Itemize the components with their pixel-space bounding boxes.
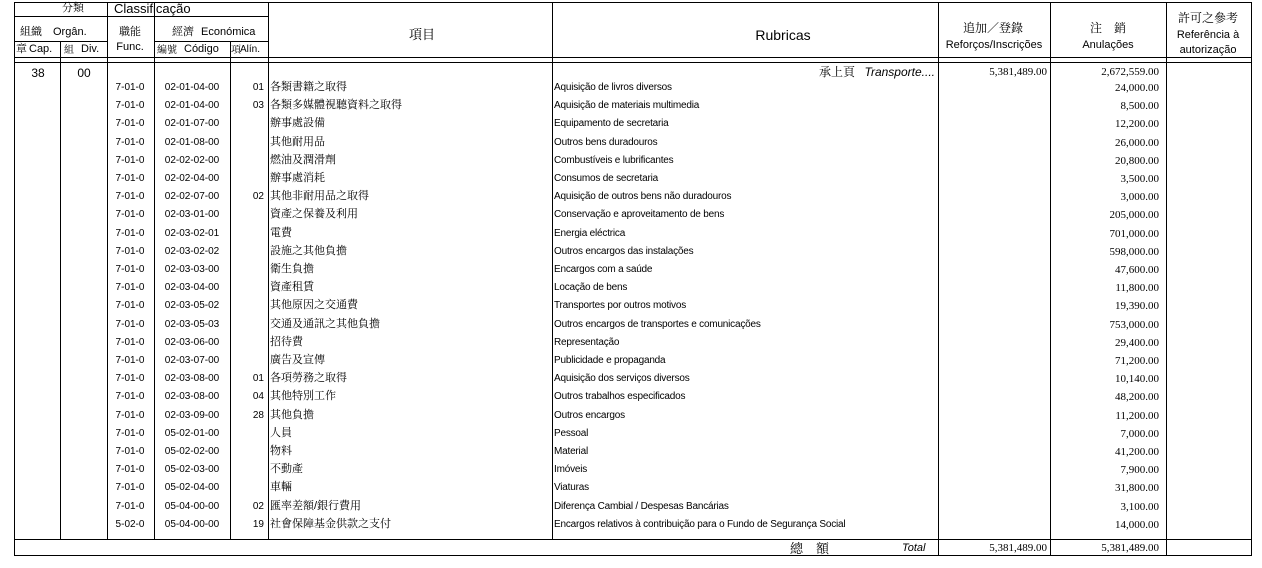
total-label-zh: 總 額 (790, 541, 830, 556)
item-zh: 辦事處設備 (270, 117, 325, 130)
rubric-pt: Equipamento de secretaria (554, 118, 669, 130)
annulment-zh: 注 銷 (1089, 21, 1127, 35)
function-code: 7-01-0 (115, 391, 145, 403)
classification-zh: 分類 (62, 2, 84, 14)
economic-code: 05-02-02-00 (164, 446, 220, 457)
total-label-pt: Total (902, 542, 926, 554)
function-code: 7-01-0 (115, 264, 145, 275)
row-annulment: 7,900.00 (1120, 464, 1159, 477)
row-annulment: 29,400.00 (1115, 336, 1159, 349)
economic-code: 02-03-02-01 (164, 227, 220, 239)
alinea-code: 02 (252, 191, 264, 203)
rubric-pt: Aquisição dos serviços diversos (554, 373, 690, 385)
organ-zh: 組織 (20, 26, 42, 38)
rubric-pt: Transportes por outros motivos (554, 300, 687, 312)
annulment-pt: Anulações (1082, 39, 1134, 51)
item-zh: 衛生負擔 (270, 263, 314, 275)
economic-code: 05-02-03-00 (164, 464, 220, 476)
function-code: 7-01-0 (115, 336, 145, 348)
alinea-code: 19 (252, 518, 264, 530)
transport-label-pt: Transporte.... (864, 65, 935, 79)
item-zh: 各類書籍之取得 (270, 81, 347, 93)
row-annulment: 7,000.00 (1120, 427, 1159, 440)
rubric-pt: Encargos relativos à contribuição para o Fundo de Segurança Social (554, 518, 846, 530)
economic-code: 02-03-05-02 (164, 300, 220, 312)
item-zh: 各項勞務之取得 (270, 372, 347, 385)
classification-pt: Classificação (114, 1, 191, 16)
rubric-pt: Outros encargos de transportes e comunicações (554, 318, 761, 330)
chapter-zh: 章 (16, 43, 27, 55)
row-annulment: 14,000.00 (1115, 518, 1159, 531)
economic-code: 02-03-06-00 (164, 336, 220, 348)
economic-pt: Económica (201, 26, 256, 38)
row-annulment: 11,200.00 (1115, 409, 1159, 422)
economic-zh: 經濟 (172, 26, 194, 38)
rubric-pt: Outros encargos das instalações (554, 245, 694, 257)
economic-code: 02-02-04-00 (164, 173, 220, 184)
rubric-pt: Outros trabalhos especificados (554, 391, 686, 403)
alinea-code: 03 (252, 100, 264, 112)
division-value: 00 (77, 66, 91, 80)
function-code: 7-01-0 (115, 154, 145, 166)
organ-pt: Orgân. (53, 26, 87, 38)
rubric-pt: Combustíveis e lubrificantes (554, 154, 674, 166)
alinea-code: 04 (252, 391, 264, 403)
economic-code: 05-02-04-00 (164, 482, 220, 494)
function-code: 7-01-0 (115, 464, 145, 476)
economic-code: 02-03-08-00 (164, 373, 220, 385)
row-annulment: 12,200.00 (1115, 118, 1159, 131)
function-code: 7-01-0 (115, 355, 145, 366)
function-code: 7-01-0 (115, 409, 145, 421)
code-zh: 編號 (157, 45, 177, 56)
item-zh: 各類多媒體視聽資料之取得 (270, 99, 402, 112)
reinforcement-pt: Reforços/Inscrições (945, 39, 1043, 51)
row-annulment: 753,000.00 (1109, 318, 1159, 331)
row-annulment: 3,500.00 (1120, 173, 1159, 185)
row-annulment: 24,000.00 (1115, 82, 1159, 94)
item-zh: 辦事處消耗 (270, 172, 325, 184)
alinea-code: 01 (252, 373, 264, 385)
row-annulment: 41,200.00 (1115, 446, 1159, 458)
transport-reinforcement: 5,381,489.00 (989, 66, 1047, 78)
function-code: 7-01-0 (115, 227, 145, 239)
reference-pt-line2: autorização (1179, 44, 1237, 56)
function-code: 7-01-0 (115, 282, 145, 294)
item-zh: 其他原因之交通費 (270, 299, 358, 312)
function-code: 7-01-0 (115, 500, 145, 512)
rubric-pt: Representação (554, 336, 620, 348)
economic-code: 05-04-00-00 (164, 500, 220, 512)
functional-zh: 職能 (119, 26, 141, 38)
rubric-pt: Publicidade e propaganda (554, 355, 666, 366)
division-zh: 組 (64, 45, 74, 56)
economic-code: 02-03-07-00 (164, 355, 220, 366)
economic-code: 02-03-09-00 (164, 409, 220, 421)
economic-code: 02-03-05-03 (164, 318, 220, 330)
economic-code: 02-01-08-00 (164, 136, 220, 148)
row-annulment: 19,390.00 (1115, 300, 1159, 313)
rubric-pt: Material (554, 446, 588, 457)
rubric-pt: Locação de bens (554, 282, 628, 294)
function-code: 7-01-0 (115, 191, 145, 203)
function-code: 7-01-0 (115, 427, 145, 439)
row-annulment: 3,000.00 (1120, 191, 1159, 204)
item-zh: 其他負擔 (270, 408, 314, 421)
item-zh: 交通及通訊之其他負擔 (270, 317, 380, 330)
alinea-code: 28 (252, 409, 264, 421)
rubric-pt: Conservação e aproveitamento de bens (554, 209, 725, 221)
rubric-pt: Viaturas (554, 482, 589, 494)
item-zh: 不動產 (270, 463, 303, 476)
function-code: 7-01-0 (115, 100, 145, 112)
rubric-pt: Outros bens duradouros (554, 136, 658, 148)
economic-code: 02-03-08-00 (164, 391, 220, 403)
item-zh: 設施之其他負擔 (270, 244, 347, 257)
function-code: 7-01-0 (115, 209, 145, 221)
item-zh: 社會保障基金供款之支付 (270, 517, 391, 530)
item-zh: 資產租賃 (270, 281, 314, 294)
rubric-pt: Diferença Cambial / Despesas Bancárias (554, 500, 729, 512)
function-code: 7-01-0 (115, 318, 145, 330)
row-annulment: 3,100.00 (1120, 500, 1159, 513)
alinea-code: 02 (252, 500, 264, 512)
economic-code: 02-02-02-00 (164, 154, 220, 166)
economic-code: 05-04-00-00 (164, 518, 220, 530)
economic-code: 02-01-07-00 (164, 118, 220, 130)
code-pt: Código (184, 43, 219, 55)
item-pt: Alín. (240, 44, 261, 55)
rubric-header: Rubricas (755, 27, 811, 43)
rubric-pt: Aquisição de livros diversos (554, 82, 672, 93)
economic-code: 02-01-04-00 (164, 100, 220, 112)
item-zh: 其他特別工作 (270, 390, 336, 403)
item-zh: 物料 (270, 445, 292, 457)
item-zh: 車輛 (270, 481, 292, 494)
item-zh: 匯率差額/銀行費用 (270, 499, 362, 512)
rubric-pt: Aquisição de materiais multimedia (554, 100, 700, 112)
row-annulment: 20,800.00 (1115, 154, 1159, 167)
economic-code: 02-01-04-00 (164, 82, 220, 93)
rubric-pt: Aquisição de outros bens não duradouros (554, 191, 732, 203)
item-zh: 項 (231, 45, 241, 56)
item-zh: 資產之保養及利用 (270, 208, 358, 221)
division-pt: Div. (81, 43, 100, 55)
function-code: 7-01-0 (115, 82, 145, 93)
chapter-value: 38 (31, 66, 45, 80)
item-zh: 電費 (270, 226, 292, 239)
rubric-pt: Imóveis (554, 464, 588, 476)
transport-label-zh: 承上頁 (818, 65, 855, 79)
item-zh: 其他耐用品 (270, 135, 325, 148)
row-annulment: 205,000.00 (1109, 209, 1159, 222)
total-reinforcement: 5,381,489.00 (989, 542, 1047, 554)
economic-code: 02-02-07-00 (164, 191, 220, 203)
functional-pt: Func. (116, 41, 144, 53)
item-zh: 燃油及潤滑劑 (270, 153, 336, 166)
rubric-pt: Consumos de secretaria (554, 173, 658, 184)
economic-code: 02-03-03-00 (164, 264, 220, 275)
rubric-pt: Outros encargos (554, 409, 625, 421)
function-code: 7-01-0 (115, 136, 145, 148)
economic-code: 05-02-01-00 (164, 427, 220, 439)
function-code: 7-01-0 (115, 482, 145, 494)
row-annulment: 47,600.00 (1115, 264, 1159, 276)
function-code: 7-01-0 (115, 245, 145, 257)
reference-zh: 許可之參考 (1177, 11, 1239, 25)
alinea-code: 01 (252, 82, 264, 93)
total-annulment: 5,381,489.00 (1101, 542, 1159, 554)
function-code: 5-02-0 (115, 518, 145, 530)
economic-code: 02-03-02-02 (164, 245, 220, 257)
rubric-pt: Pessoal (554, 427, 589, 439)
item-zh: 人員 (270, 426, 292, 439)
item-zh: 其他非耐用品之取得 (270, 190, 369, 203)
row-annulment: 71,200.00 (1115, 355, 1159, 367)
item-zh: 廣告及宣傳 (270, 354, 325, 366)
transport-annulment: 2,672,559.00 (1101, 66, 1159, 78)
item-zh: 招待費 (270, 335, 303, 348)
function-code: 7-01-0 (115, 118, 145, 130)
row-annulment: 48,200.00 (1115, 391, 1159, 404)
row-annulment: 31,800.00 (1115, 482, 1159, 495)
chapter-pt: Cap. (29, 43, 53, 55)
row-annulment: 701,000.00 (1109, 227, 1159, 240)
reference-pt-line1: Referência à (1176, 29, 1240, 41)
row-annulment: 10,140.00 (1115, 373, 1159, 386)
function-code: 7-01-0 (115, 300, 145, 312)
function-code: 7-01-0 (115, 446, 145, 457)
function-code: 7-01-0 (115, 173, 145, 184)
rubric-pt: Energia eléctrica (554, 227, 626, 239)
row-annulment: 598,000.00 (1109, 245, 1159, 258)
row-annulment: 26,000.00 (1115, 136, 1159, 149)
item-column-zh: 項目 (408, 27, 436, 42)
economic-code: 02-03-04-00 (164, 282, 220, 294)
function-code: 7-01-0 (115, 373, 145, 385)
reinforcement-zh: 追加／登錄 (962, 21, 1024, 35)
row-annulment: 8,500.00 (1120, 100, 1159, 113)
rubric-pt: Encargos com a saúde (554, 264, 653, 275)
economic-code: 02-03-01-00 (164, 209, 220, 221)
row-annulment: 11,800.00 (1115, 282, 1159, 295)
